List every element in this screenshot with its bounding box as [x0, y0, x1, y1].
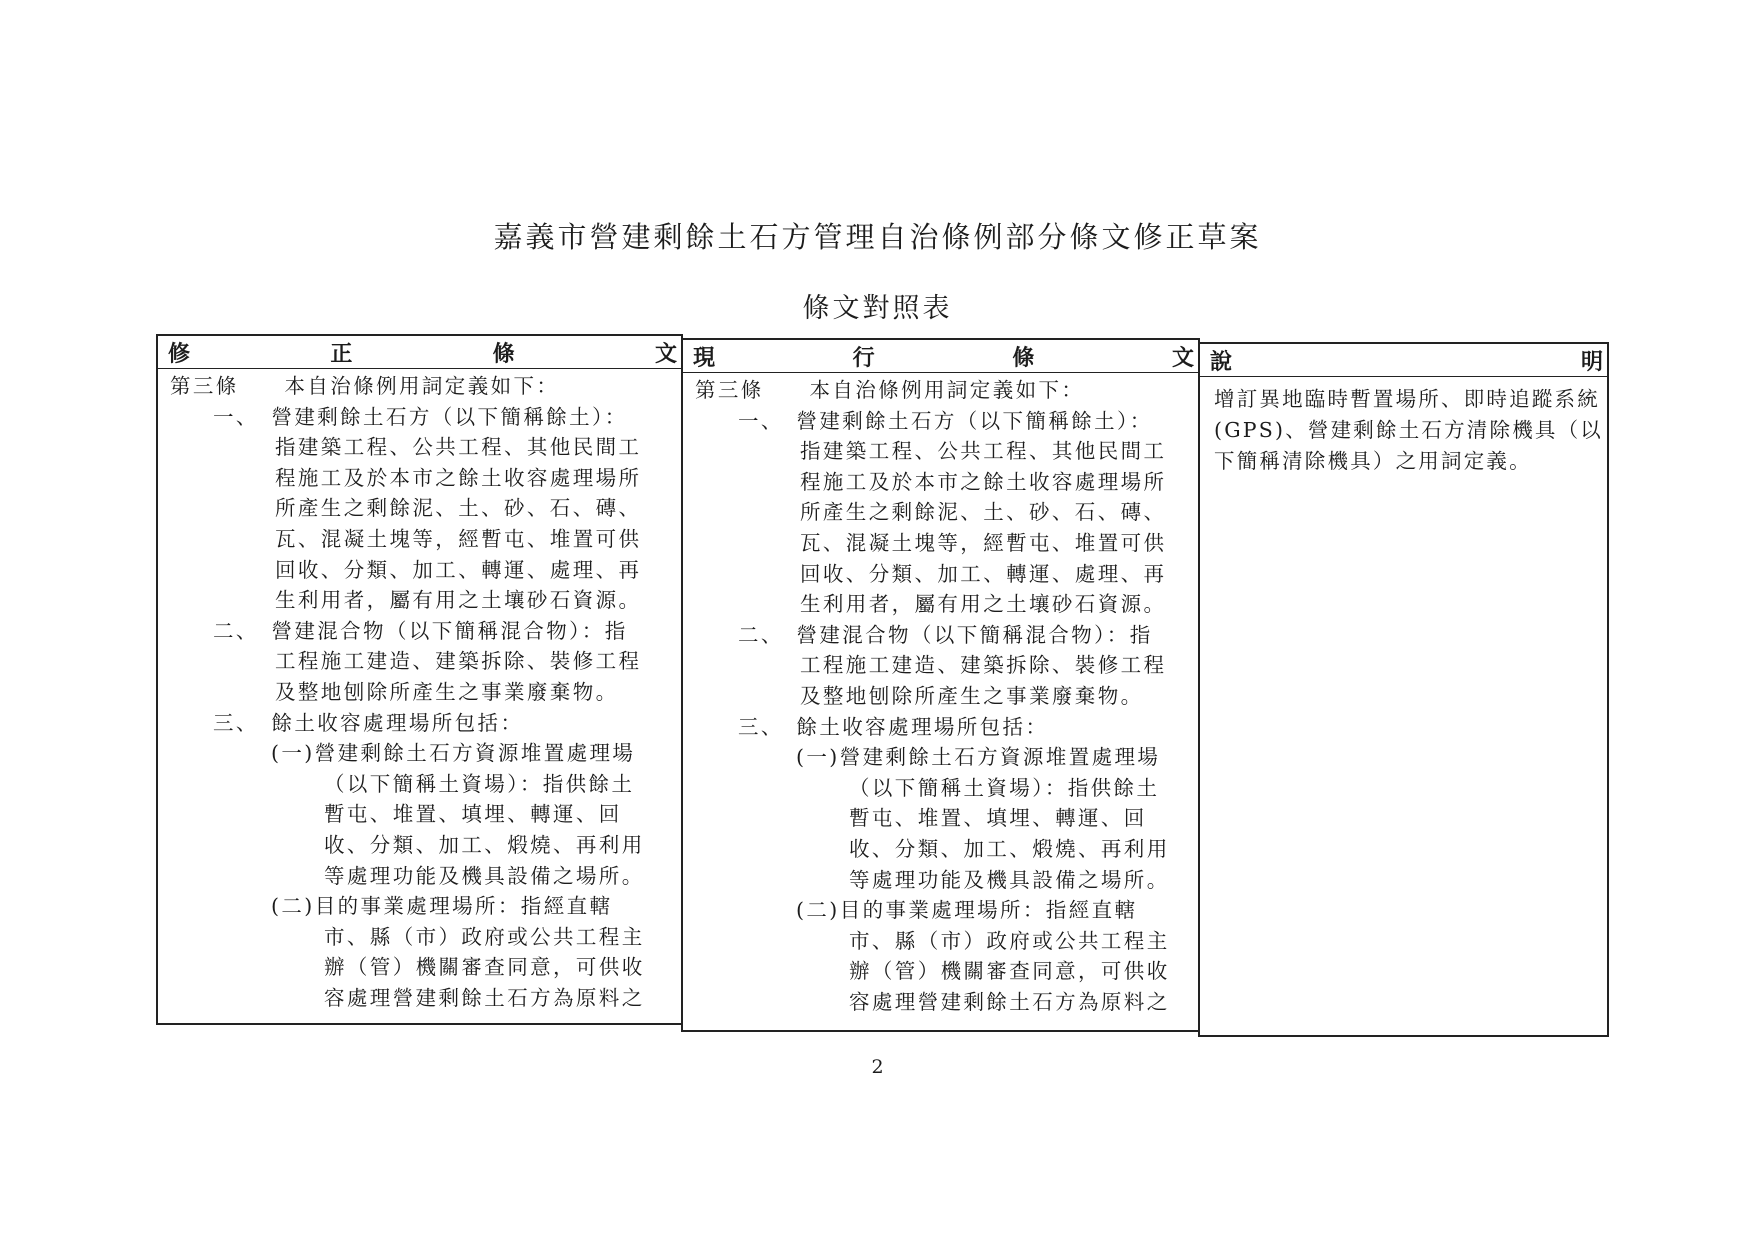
article-line: 二、 營建混合物（以下簡稱混合物）：指 — [213, 618, 628, 643]
article-line: 回收、分類、加工、轉運、處理、再 — [800, 561, 1167, 586]
amended-header-char: 正 — [330, 340, 353, 367]
explanation-text: 增訂異地臨時暫置場所、即時追蹤系統(GPS)、營建剩餘土石方清除機具（以下簡稱清除機具）之用詞定義。 — [1214, 387, 1604, 473]
article-line: 所產生之剩餘泥、土、砂、石、磚、 — [800, 500, 1167, 525]
article-line: 市、縣（市）政府或公共工程主 — [324, 924, 645, 949]
article-line: 二、 營建混合物（以下簡稱混合物）：指 — [738, 622, 1153, 647]
current-header-char: 行 — [852, 344, 875, 371]
article-line: (二)目的事業處理場所：指經直轄 — [796, 898, 1138, 923]
article-line: 所產生之剩餘泥、土、砂、石、磚、 — [275, 496, 642, 521]
article-line: 容處理營建剩餘土石方為原料之 — [324, 986, 645, 1010]
article-line: 收、分類、加工、煅燒、再利用 — [324, 833, 645, 857]
article-line: 及整地刨除所產生之事業廢棄物。 — [275, 680, 619, 704]
explanation-header-char: 說 — [1210, 348, 1233, 375]
current-header-char: 現 — [693, 344, 716, 371]
amended-column — [156, 334, 683, 1025]
amended-header-char: 條 — [492, 340, 515, 367]
page-number: 2 — [871, 1056, 884, 1078]
article-line: 指建築工程、公共工程、其他民間工 — [275, 435, 642, 460]
article-line: 一、 營建剩餘土石方（以下簡稱餘土）： — [213, 404, 628, 429]
article-line: 程施工及於本市之餘土收容處理場所 — [800, 469, 1167, 494]
article-line: (一)營建剩餘土石方資源堆置處理場 — [271, 741, 636, 766]
article-line: 指建築工程、公共工程、其他民間工 — [800, 439, 1167, 464]
article-line: 辦（管）機關審查同意，可供收 — [324, 955, 645, 980]
article-line: 市、縣（市）政府或公共工程主 — [849, 928, 1170, 953]
amended-body — [158, 369, 681, 1023]
current-header-char: 文 — [1171, 344, 1194, 371]
article-line: 一、 營建剩餘土石方（以下簡稱餘土）： — [738, 408, 1153, 433]
article-line: 工程施工建造、建築拆除、裝修工程 — [275, 649, 642, 674]
article-line: （以下簡稱土資場）：指供餘土 — [324, 771, 635, 796]
article-line: 生利用者，屬有用之土壤砂石資源。 — [800, 592, 1167, 617]
explanation-header — [1200, 344, 1607, 377]
article-line: 暫屯、堆置、填埋、轉運、回 — [849, 806, 1147, 831]
amended-header — [158, 336, 681, 369]
article-line: 瓦、混凝土塊等，經暫屯、堆置可供 — [275, 527, 642, 551]
explanation-header-char: 明 — [1580, 348, 1603, 375]
article-line: 等處理功能及機具設備之場所。 — [849, 867, 1170, 892]
amended-header-char: 修 — [168, 340, 191, 367]
article-line: 瓦、混凝土塊等，經暫屯、堆置可供 — [800, 531, 1167, 555]
article-line: 三、 餘土收容處理場所包括： — [213, 710, 524, 735]
current-body — [683, 373, 1198, 1030]
explanation-column — [1198, 342, 1609, 1037]
article-line: 第三條 本自治條例用詞定義如下： — [695, 378, 1085, 402]
document-title: 嘉義市營建剩餘土石方管理自治條例部分條文修正草案 — [493, 220, 1262, 254]
current-column — [681, 338, 1200, 1032]
article-line: 收、分類、加工、煅燒、再利用 — [849, 837, 1170, 861]
explanation-body — [1200, 377, 1607, 1035]
article-line: 生利用者，屬有用之土壤砂石資源。 — [275, 588, 642, 613]
article-line: 三、 餘土收容處理場所包括： — [738, 714, 1049, 739]
article-line: （以下簡稱土資場）：指供餘土 — [849, 775, 1160, 800]
article-line: (一)營建剩餘土石方資源堆置處理場 — [796, 745, 1161, 770]
current-header — [683, 340, 1198, 373]
article-line: 工程施工建造、建築拆除、裝修工程 — [800, 653, 1167, 678]
article-line: 容處理營建剩餘土石方為原料之 — [849, 990, 1170, 1014]
current-header-char: 條 — [1012, 344, 1035, 371]
article-line: 暫屯、堆置、填埋、轉運、回 — [324, 802, 622, 827]
document-subtitle: 條文對照表 — [802, 293, 953, 324]
article-line: (二)目的事業處理場所：指經直轄 — [271, 894, 613, 919]
amended-header-char: 文 — [654, 340, 677, 367]
article-line: 及整地刨除所產生之事業廢棄物。 — [800, 684, 1144, 708]
article-line: 辦（管）機關審查同意，可供收 — [849, 959, 1170, 984]
article-line: 回收、分類、加工、轉運、處理、再 — [275, 557, 642, 582]
article-line: 等處理功能及機具設備之場所。 — [324, 863, 645, 888]
article-line: 第三條 本自治條例用詞定義如下： — [170, 374, 560, 398]
article-line: 程施工及於本市之餘土收容處理場所 — [275, 465, 642, 490]
